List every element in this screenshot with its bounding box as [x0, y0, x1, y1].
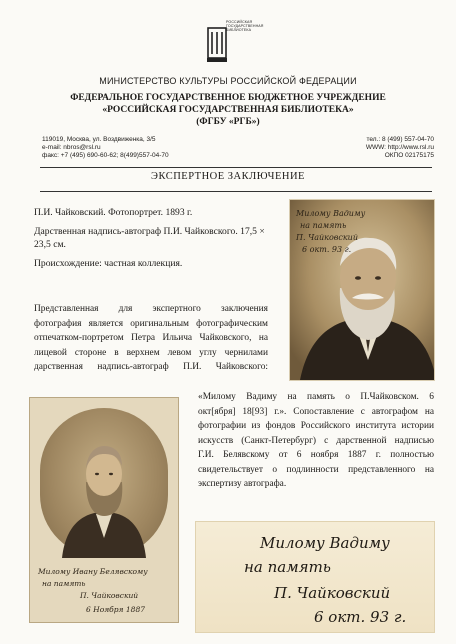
photo1-handwriting-4: 6 окт. 93 г. [302, 245, 352, 254]
photo2-handwriting-4: 6 Ноября 1887 [86, 605, 145, 614]
logo-caption: РОССИЙСКАЯ ГОСУДАРСТВЕННАЯ БИБЛИОТЕКА [226, 20, 264, 32]
body2-line-6: свидетельствует о подлинности представленного на [198, 464, 434, 475]
body2-line-7: экспертизу автографа. [198, 479, 287, 489]
okpo-code: ОКПО 02175175 [384, 152, 434, 160]
contact-left [42, 136, 169, 161]
document-title: ЭКСПЕРТНОЕ ЗАКЛЮЧЕНИЕ [151, 171, 305, 182]
ministry-name: МИНИСТЕРСТВО КУЛЬТУРЫ РОССИЙСКОЙ ФЕДЕРАЦИИ [99, 76, 357, 86]
item-provenance: Происхождение: частная коллекция. [34, 258, 183, 269]
postal-address: 119019, Москва, ул. Воздвиженка, 3/5 [42, 136, 156, 143]
fax: факс: +7 (495) 690-60-62; 8(499)557-04-70 [42, 152, 169, 160]
body2-line-2: окт[ября] 18[93] г.». Сопоставление с автографом на [198, 406, 434, 417]
item-title: П.И. Чайковский. Фотопортрет. 1893 г. [34, 207, 193, 218]
item-description [34, 206, 274, 276]
card-handwriting-1: Милому Вадиму [260, 534, 390, 552]
divider-top [40, 167, 432, 168]
body2-line-3: фотографии из фондов Российского института истории [198, 421, 434, 431]
org-name-line1: ФЕДЕРАЛЬНОЕ ГОСУДАРСТВЕННОЕ БЮДЖЕТНОЕ УЧРЕЖДЕНИЕ [70, 93, 386, 103]
card-handwriting-3: П. Чайковский [274, 584, 391, 602]
comparison-cabinet-photo [30, 398, 178, 622]
card-handwriting-4: 6 окт. 93 г. [314, 608, 407, 626]
divider-bottom [40, 191, 432, 192]
photo1-handwriting-3: П. Чайковский [296, 233, 358, 242]
body1-line-1: Представленная для экспертного заключения [34, 304, 268, 314]
org-abbreviation: (ФГБУ «РГБ») [196, 117, 260, 127]
comparison-photo-image [30, 398, 178, 622]
photo1-handwriting-1: Милому Вадиму [296, 209, 366, 218]
telephone: тел.: 8 (499) 557-04-70 [366, 136, 434, 143]
body1-line-3: отпечатком-портретом Петра Ильича Чайковского, на [34, 333, 268, 343]
org-name-line2: «РОССИЙСКАЯ ГОСУДАРСТВЕННАЯ БИБЛИОТЕКА» [102, 105, 354, 115]
portrait-photo [290, 200, 434, 380]
autograph-closeup-image [196, 522, 434, 632]
card-handwriting-2: на память [244, 558, 331, 576]
item-inscription: Дарственная надпись-автограф П.И. Чайковского. 17,5 × 23,5 см. [34, 226, 265, 250]
website: WWW: http://www.rsl.ru [365, 144, 434, 152]
autograph-closeup [196, 522, 434, 632]
body2-line-4: искусств (Санкт-Петербург) с дарственной надписью [198, 435, 434, 446]
email: e-mail: nbros@rsl.ru [42, 144, 101, 152]
expert-text-part1 [34, 302, 268, 375]
photo1-handwriting-2: на память [300, 221, 347, 230]
body1-line-5: дарственная надпись-автограф П.И. Чайковского: [34, 362, 268, 372]
body2-line-1: «Милому Вадиму на память о П.Чайковском. 6 [198, 392, 434, 402]
body1-line-4: лицевой стороне в верхнем левом углу чернилами [34, 347, 268, 358]
contact-right [366, 136, 434, 161]
portrait-image [290, 200, 434, 380]
photo2-handwriting-2: на память [42, 579, 86, 588]
photo2-handwriting-1: Милому Ивану Белявскому [38, 567, 148, 576]
photo2-handwriting-3: П. Чайковский [80, 591, 139, 600]
body1-line-2: фотография является оригинальным фотографическим [34, 318, 268, 329]
body2-line-5: Г.И. Белявскому от 6 ноября 1887 г. полностью [198, 450, 434, 460]
expert-text-part2 [198, 390, 434, 492]
